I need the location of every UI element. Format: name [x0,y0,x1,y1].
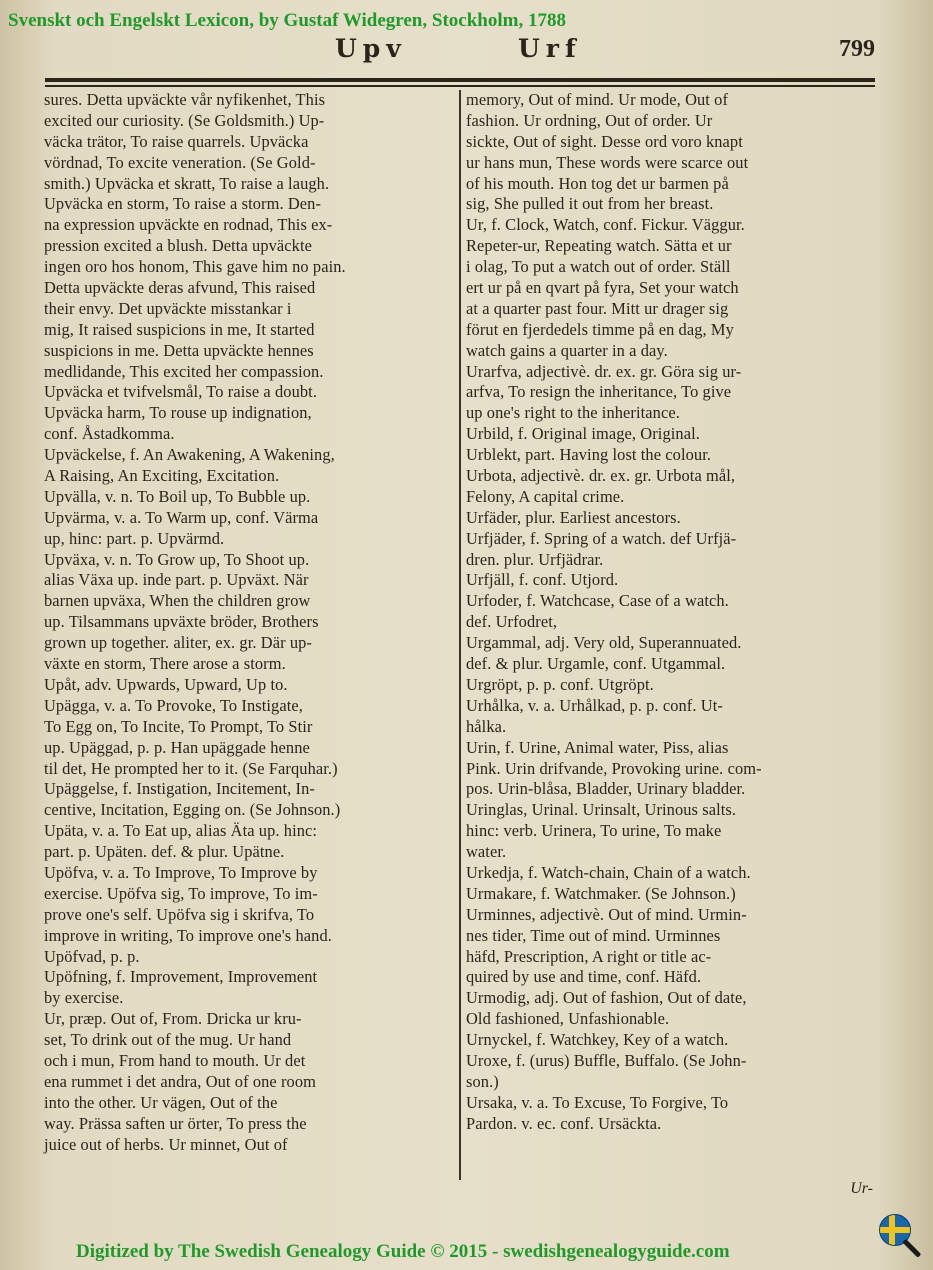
text-line: ur hans mun, These words were scarce out [466,152,749,172]
text-line: mig, It raised suspicions in me, It started [44,319,315,339]
text-line: Urfjäll, f. conf. Utjord. [466,570,619,590]
text-line: exercise. Upöfva sig, To improve, To im- [44,883,318,903]
column-divider [459,90,461,1180]
text-line: of his mouth. Hon tog det ur barmen på [466,173,729,193]
text-line: barnen upväxa, When the children grow [44,591,311,611]
text-line: pos. Urin-blåsa, Bladder, Urinary bladder. [466,779,746,799]
text-line: förut en fjerdedels timme på en dag, My [466,319,734,339]
text-line: Urnyckel, f. Watchkey, Key of a watch. [466,1030,729,1050]
text-line: Felony, A capital crime. [466,486,625,506]
text-line: hålka. [466,716,507,736]
text-line: Repeter-ur, Repeating watch. Sätta et ur [466,236,732,256]
left-guide-word: Upv [335,34,407,63]
text-line: ert ur på en qvart på fyra, Set your watch [466,278,739,298]
text-line: Urfoder, f. Watchcase, Case of a watch. [466,591,729,611]
text-line: alias Växa up. inde part. p. Upväxt. När [44,570,309,590]
text-line: A Raising, An Exciting, Excitation. [44,466,280,486]
text-line: way. Prässa saften ur örter, To press the [44,1113,307,1133]
text-line: centive, Incitation, Egging on. (Se Johnson.) [44,800,341,820]
text-line: memory, Out of mind. Ur mode, Out of [466,90,729,109]
text-line: juice out of herbs. Ur minnet, Out of [44,1134,288,1154]
text-line: at a quarter past four. Mitt ur drager sig [466,298,729,318]
text-line: och i mun, From hand to mouth. Ur det [44,1050,306,1070]
text-line: Urbota, adjectivè. dr. ex. gr. Urbota mål, [466,466,736,486]
source-title-overlay: Svenskt och Engelskt Lexicon, by Gustaf Widegren, Stockholm, 1788 [8,10,566,31]
text-line: Ursaka, v. a. To Excuse, To Forgive, To [466,1092,729,1112]
text-line: Upägga, v. a. To Provoke, To Instigate, [44,695,303,715]
text-line: Urblekt, part. Having lost the colour. [466,445,712,465]
text-line: Upväckelse, f. An Awakening, A Wakening, [44,445,335,465]
text-line: pression excited a blush. Detta upväckte [44,236,312,256]
text-line: Upöfning, f. Improvement, Improvement [44,967,318,987]
page-header [0,34,933,70]
text-line: improve in writing, To improve one's hand. [44,925,332,945]
text-line: quired by use and time, conf. Häfd. [466,967,702,987]
text-line: into the other. Ur vägen, Out of the [44,1092,278,1112]
text-line: i olag, To put a watch out of order. Ställ [466,257,731,277]
text-line: Upöfvad, p. p. [44,946,140,966]
text-line: def. & plur. Urgamle, conf. Utgammal. [466,654,726,674]
text-line: Ur, præp. Out of, From. Dricka ur kru- [44,1009,302,1029]
text-line: Urgammal, adj. Very old, Superannuated. [466,633,742,653]
text-line: by exercise. [44,988,124,1008]
text-line: Uroxe, f. (urus) Buffle, Buffalo. (Se John- [466,1050,747,1070]
text-line: Upväcka en storm, To raise a storm. Den- [44,194,322,214]
text-line: part. p. Upäten. def. & plur. Upätne. [44,842,285,862]
text-line: til det, He prompted her to it. (Se Farquhar.) [44,758,338,778]
text-line: väcka trätor, To raise quarrels. Upväcka [44,131,309,151]
text-line: Urarfva, adjectivè. dr. ex. gr. Göra sig ur- [466,361,742,381]
text-line: växte en storm, There arose a storm. [44,654,286,674]
digitizer-credit-overlay: Digitized by The Swedish Genealogy Guide © 2015 - swedishgenealogyguide.com [76,1241,730,1262]
text-line: na expression upväckte en rodnad, This ex- [44,215,333,235]
text-line: häfd, Prescription, A right or title ac- [466,946,712,966]
text-line: Upåt, adv. Upwards, Upward, Up to. [44,674,288,694]
text-line: up. Upäggad, p. p. Han upäggade henne [44,737,310,757]
text-line: their envy. Det upväckte misstankar i [44,298,292,318]
text-line: To Egg on, To Incite, To Prompt, To Stir [44,716,313,736]
text-line: Urmakare, f. Watchmaker. (Se Johnson.) [466,883,736,903]
text-line: excited our curiosity. (Se Goldsmith.) Up- [44,110,325,130]
catchword: Ur- [850,1180,873,1197]
header-rule-thin [45,85,875,87]
magnifier-icon [902,1239,921,1258]
text-line: set, To drink out of the mug. Ur hand [44,1030,292,1050]
text-line: arfva, To resign the inheritance, To give [466,382,732,402]
text-line: sig, She pulled it out from her breast. [466,194,714,214]
text-line: Upväcka harm, To rouse up indignation, [44,403,312,423]
text-line: Upväcka et tvifvelsmål, To raise a doubt. [44,382,318,402]
text-line: Upvälla, v. n. To Boil up, To Bubble up. [44,486,311,506]
text-line: up, hinc: part. p. Upvärmd. [44,528,225,548]
text-line: ingen oro hos honom, This gave him no pain. [44,257,346,277]
text-line: Pardon. v. ec. conf. Ursäckta. [466,1113,662,1133]
text-line: Detta upväckte deras afvund, This raised [44,278,316,298]
text-line: Urfjäder, f. Spring of a watch. def Urfjä- [466,528,737,548]
text-line: Upäggelse, f. Instigation, Incitement, In- [44,779,315,799]
header-rule-thick [45,78,875,82]
text-line: watch gains a quarter in a day. [466,340,668,360]
text-line: grown up together. aliter, ex. gr. Där up- [44,633,312,653]
page-number: 799 [839,36,875,62]
text-line: sickte, Out of sight. Desse ord voro knapt [466,131,743,151]
text-line: Ur, f. Clock, Watch, conf. Fickur. Väggur. [466,215,745,235]
text-line: prove one's self. Upöfva sig i skrifva, To [44,904,315,924]
text-line: suspicions in me. Detta upväckte hennes [44,340,314,360]
text-line: son.) [466,1071,499,1091]
left-column [44,90,454,1155]
text-line: Urgröpt, p. p. conf. Utgröpt. [466,674,654,694]
text-line: Urin, f. Urine, Animal water, Piss, alias [466,737,729,757]
text-line: Uringlas, Urinal. Urinsalt, Urinous salts. [466,800,737,820]
text-line: ena rummet i det andra, Out of one room [44,1071,316,1091]
text-line: Upvärma, v. a. To Warm up, conf. Värma [44,507,319,527]
text-line: nes tider, Time out of mind. Urminnes [466,925,721,945]
text-line: water. [466,842,507,862]
right-guide-word: Urf [518,34,582,63]
text-line: def. Urfodret, [466,612,558,632]
text-line: Urkedja, f. Watch-chain, Chain of a watch. [466,862,751,882]
text-line: Urhålka, v. a. Urhålkad, p. p. conf. Ut- [466,695,723,715]
text-line: Upöfva, v. a. To Improve, To Improve by [44,862,318,882]
text-line: conf. Åstadkomma. [44,424,175,444]
text-line: Urfäder, plur. Earliest ancestors. [466,507,681,527]
text-line: vördnad, To excite veneration. (Se Gold- [44,152,316,172]
text-line: Old fashioned, Unfashionable. [466,1009,670,1029]
text-line: dren. plur. Urfjädrar. [466,549,604,569]
text-line: Urmodig, adj. Out of fashion, Out of date, [466,988,747,1008]
text-line: Urbild, f. Original image, Original. [466,424,700,444]
right-column [466,90,876,1135]
text-line: sures. Detta upväckte vår nyfikenhet, This [44,90,326,109]
text-line: fashion. Ur ordning, Out of order. Ur [466,110,713,130]
text-line: Urminnes, adjectivè. Out of mind. Urmin- [466,904,747,924]
text-line: up. Tilsammans upväxte bröder, Brothers [44,612,319,632]
text-line: hinc: verb. Urinera, To urine, To make [466,821,722,841]
text-line: up one's right to the inheritance. [466,403,680,423]
text-line: smith.) Upväcka et skratt, To raise a laugh. [44,173,330,193]
text-line: Pink. Urin drifvande, Provoking urine. com- [466,758,762,778]
text-line: Upäta, v. a. To Eat up, alias Äta up. hinc: [44,821,318,841]
text-line: Upväxa, v. n. To Grow up, To Shoot up. [44,549,310,569]
text-line: medlidande, This excited her compassion. [44,361,324,381]
